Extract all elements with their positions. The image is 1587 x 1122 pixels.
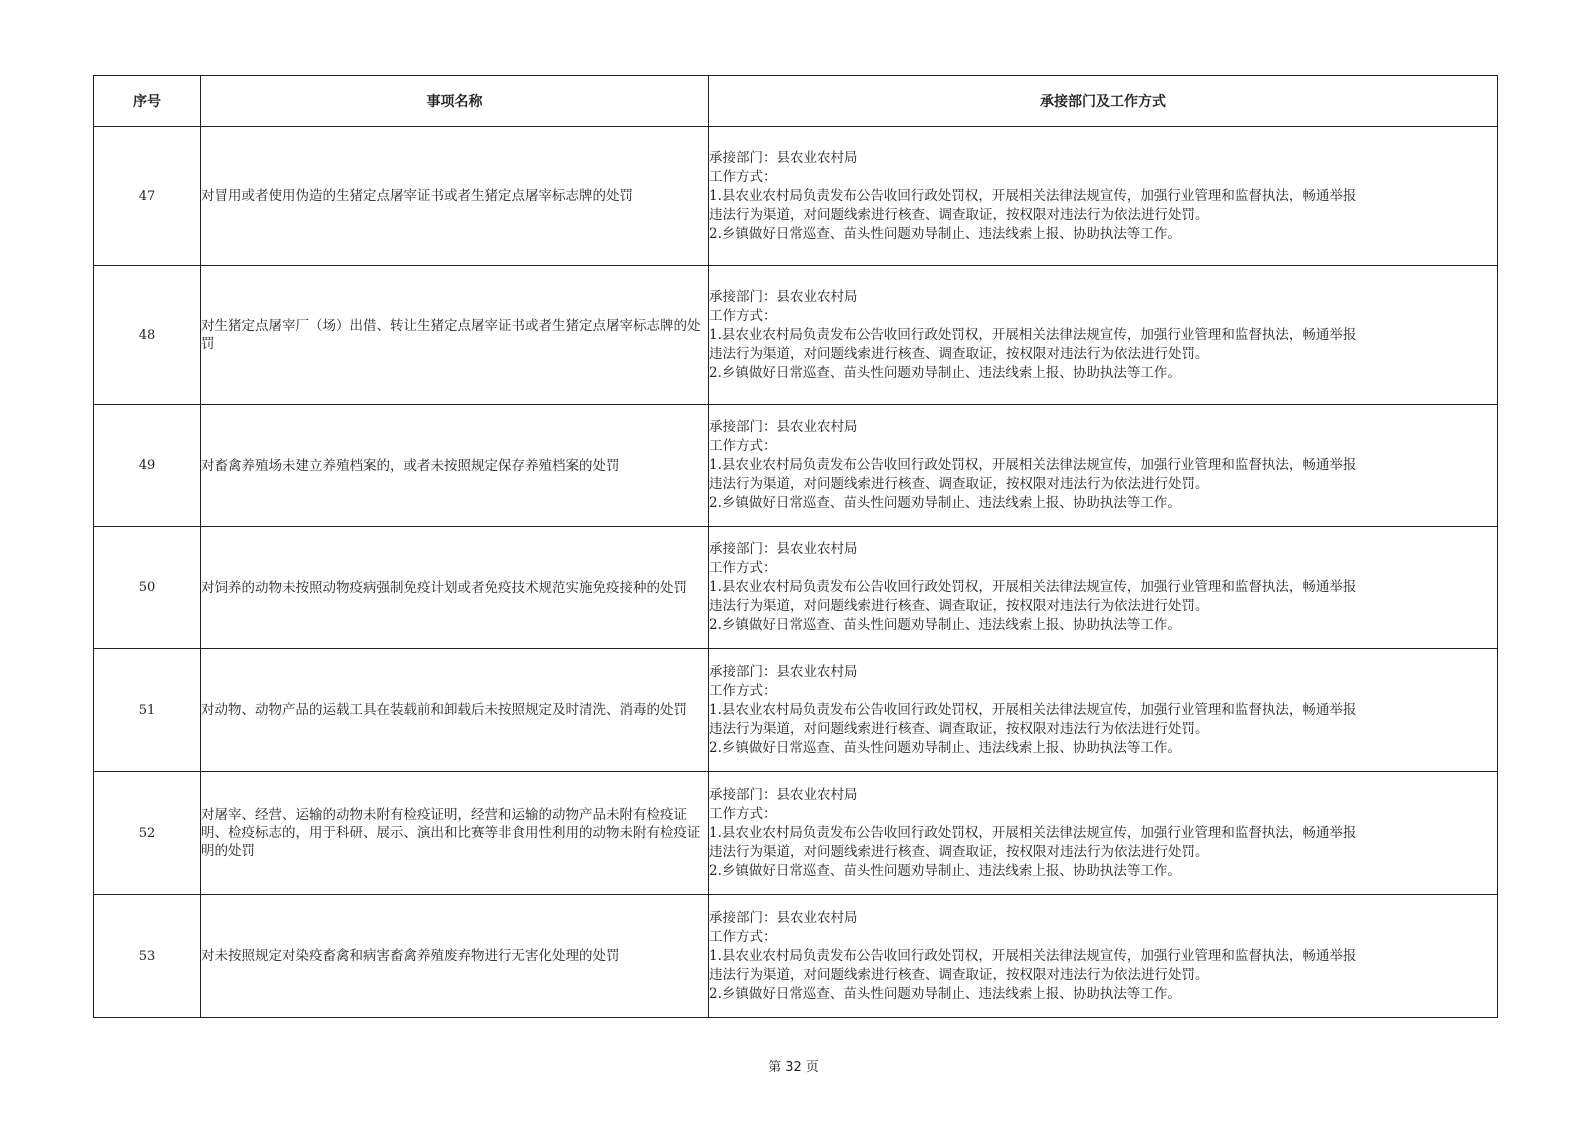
dept-line: 承接部门：县农业农村局 <box>709 419 858 435</box>
page-number: 第 32 页 <box>768 1060 819 1075</box>
dept-line: 1.县农业农村局负责发布公告收回行政处罚权，开展相关法律法规宣传，加强行业管理和监督执法，畅通举报 <box>709 701 1357 718</box>
table-row <box>94 127 1498 266</box>
dept-line: 承接部门：县农业农村局 <box>709 909 858 926</box>
row-number: 52 <box>94 772 201 895</box>
dept-line: 工作方式： <box>709 682 777 699</box>
dept-line: 1.县农业农村局负责发布公告收回行政处罚权，开展相关法律法规宣传，加强行业管理和监督执法，畅通举报 <box>709 187 1357 204</box>
dept-line: 2.乡镇做好日常巡查、苗头性问题劝导制止、违法线索上报、协助执法等工作。 <box>709 225 1181 242</box>
dept-line: 2.乡镇做好日常巡查、苗头性问题劝导制止、违法线索上报、协助执法等工作。 <box>709 617 1181 633</box>
table-row <box>94 772 1498 895</box>
item-name: 对屠宰、经营、运输的动物未附有检疫证明，经营和运输的动物产品未附有检疫证明、检疫标志的，用于科研、展示、演出和比赛等非食用性利用的动物未附有检疫证明的处罚 <box>201 772 709 895</box>
dept-line: 工作方式： <box>709 928 777 945</box>
item-name: 对生猪定点屠宰厂（场）出借、转让生猪定点屠宰证书或者生猪定点屠宰标志牌的处罚 <box>201 266 709 405</box>
dept-line: 工作方式： <box>709 307 777 324</box>
dept-method <box>709 127 1498 266</box>
table-row <box>94 649 1498 772</box>
dept-method <box>709 772 1498 895</box>
dept-line: 承接部门：县农业农村局 <box>709 541 858 557</box>
item-name: 对畜禽养殖场未建立养殖档案的，或者未按照规定保存养殖档案的处罚 <box>201 405 709 527</box>
header-seq: 序号 <box>94 76 201 127</box>
row-number: 53 <box>94 895 201 1018</box>
header-name: 事项名称 <box>201 76 709 127</box>
dept-line: 违法行为渠道，对问题线索进行核查、调查取证，按权限对违法行为依法进行处罚。 <box>709 206 1209 223</box>
dept-line: 违法行为渠道，对问题线索进行核查、调查取证，按权限对违法行为依法进行处罚。 <box>709 720 1209 737</box>
header-dept: 承接部门及工作方式 <box>709 76 1498 127</box>
table-row <box>94 405 1498 527</box>
item-name: 对饲养的动物未按照动物疫病强制免疫计划或者免疫技术规范实施免疫接种的处罚 <box>201 527 709 649</box>
dept-line: 1.县农业农村局负责发布公告收回行政处罚权，开展相关法律法规宣传，加强行业管理和监督执法，畅通举报 <box>709 824 1357 841</box>
table-row <box>94 895 1498 1018</box>
dept-line: 违法行为渠道，对问题线索进行核查、调查取证，按权限对违法行为依法进行处罚。 <box>709 966 1209 983</box>
dept-line: 1.县农业农村局负责发布公告收回行政处罚权，开展相关法律法规宣传，加强行业管理和监督执法，畅通举报 <box>709 457 1357 473</box>
dept-method <box>709 527 1498 649</box>
dept-line: 承接部门：县农业农村局 <box>709 663 858 680</box>
dept-line: 违法行为渠道，对问题线索进行核查、调查取证，按权限对违法行为依法进行处罚。 <box>709 345 1209 362</box>
row-number: 48 <box>94 266 201 405</box>
dept-line: 2.乡镇做好日常巡查、苗头性问题劝导制止、违法线索上报、协助执法等工作。 <box>709 985 1181 1002</box>
dept-line: 违法行为渠道，对问题线索进行核查、调查取证，按权限对违法行为依法进行处罚。 <box>709 843 1209 860</box>
table-row <box>94 527 1498 649</box>
dept-line: 2.乡镇做好日常巡查、苗头性问题劝导制止、违法线索上报、协助执法等工作。 <box>709 364 1181 381</box>
table-body <box>94 127 1498 1018</box>
dept-line: 工作方式： <box>709 168 777 185</box>
dept-line: 违法行为渠道，对问题线索进行核查、调查取证，按权限对违法行为依法进行处罚。 <box>709 598 1209 614</box>
item-name: 对未按照规定对染疫畜禽和病害畜禽养殖废弃物进行无害化处理的处罚 <box>201 895 709 1018</box>
row-number: 50 <box>94 527 201 649</box>
row-number: 47 <box>94 127 201 266</box>
dept-line: 2.乡镇做好日常巡查、苗头性问题劝导制止、违法线索上报、协助执法等工作。 <box>709 862 1181 879</box>
dept-method <box>709 649 1498 772</box>
dept-line: 1.县农业农村局负责发布公告收回行政处罚权，开展相关法律法规宣传，加强行业管理和监督执法，畅通举报 <box>709 947 1357 964</box>
dept-line: 承接部门：县农业农村局 <box>709 149 858 166</box>
row-number: 49 <box>94 405 201 527</box>
header-row <box>94 76 1498 127</box>
dept-method <box>709 895 1498 1018</box>
dept-line: 工作方式： <box>709 805 777 822</box>
dept-line: 1.县农业农村局负责发布公告收回行政处罚权，开展相关法律法规宣传，加强行业管理和监督执法，畅通举报 <box>709 579 1357 595</box>
dept-line: 2.乡镇做好日常巡查、苗头性问题劝导制止、违法线索上报、协助执法等工作。 <box>709 495 1181 511</box>
dept-method <box>709 405 1498 527</box>
items-table <box>93 75 1498 1018</box>
dept-line: 承接部门：县农业农村局 <box>709 786 858 803</box>
dept-line: 承接部门：县农业农村局 <box>709 288 858 305</box>
dept-line: 工作方式： <box>709 438 777 454</box>
table-row <box>94 266 1498 405</box>
item-name: 对冒用或者使用伪造的生猪定点屠宰证书或者生猪定点屠宰标志牌的处罚 <box>201 127 709 266</box>
dept-line: 2.乡镇做好日常巡查、苗头性问题劝导制止、违法线索上报、协助执法等工作。 <box>709 739 1181 756</box>
dept-line: 工作方式： <box>709 560 777 576</box>
dept-method <box>709 266 1498 405</box>
row-number: 51 <box>94 649 201 772</box>
item-name: 对动物、动物产品的运载工具在装载前和卸载后未按照规定及时清洗、消毒的处罚 <box>201 649 709 772</box>
dept-line: 1.县农业农村局负责发布公告收回行政处罚权，开展相关法律法规宣传，加强行业管理和监督执法，畅通举报 <box>709 326 1357 343</box>
dept-line: 违法行为渠道，对问题线索进行核查、调查取证，按权限对违法行为依法进行处罚。 <box>709 476 1209 492</box>
